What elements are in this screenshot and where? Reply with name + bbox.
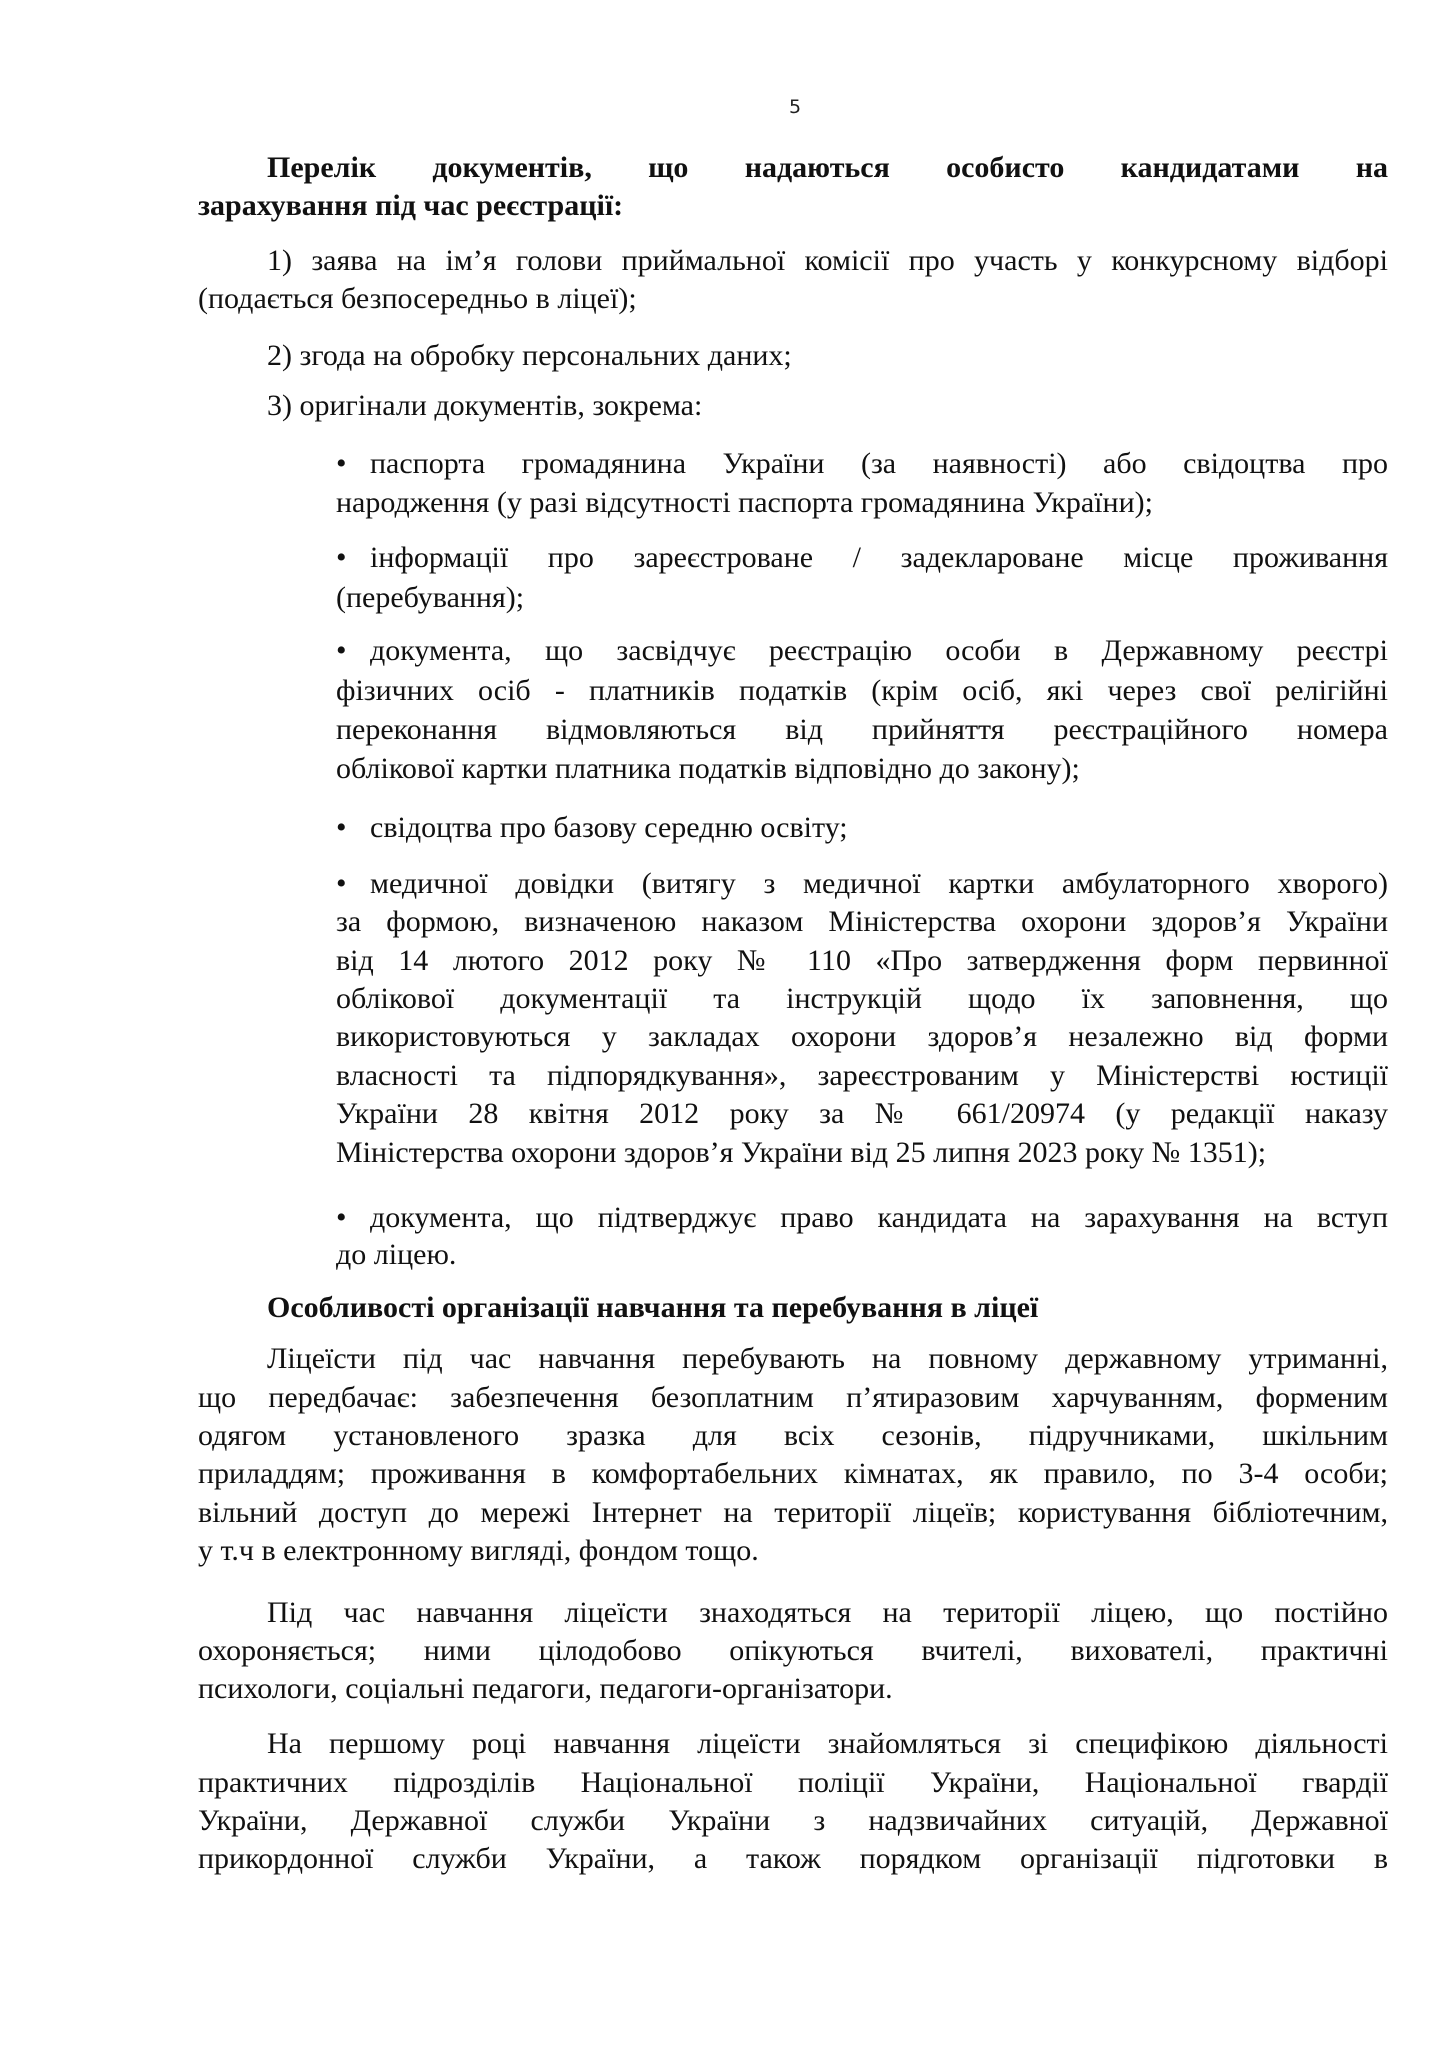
bullet-5-line-4: облікової документації та інструкцій щодо їх заповнення, що	[336, 982, 1388, 1015]
bullet-6-line-2: до ліцею.	[336, 1238, 457, 1271]
paragraph-2-line-2: охороняється; ними цілодобово опікуються вчителі, вихователі, практичні	[198, 1634, 1388, 1667]
paragraph-1-line-6: у т.ч в електронному вигляді, фондом тощо.	[198, 1534, 759, 1567]
paragraph-2-line-3: психологи, соціальні педагоги, педагоги-організатори.	[198, 1672, 893, 1705]
bullet-1-line-2: народження (у разі відсутності паспорта громадянина України);	[336, 486, 1153, 519]
bullet-3-line-1: документа, що засвідчує реєстрацію особи в Державному реєстрі	[370, 634, 1388, 667]
bullet-2-line-2: (перебування);	[336, 581, 525, 614]
section-2-heading: Особливості організації навчання та перебування в ліцеї	[267, 1291, 1039, 1324]
bullet-5-line-7: України 28 квітня 2012 року за № 661/20974 (у редакції наказу	[336, 1097, 1388, 1130]
list-item-1-line-2: (подається безпосередньо в ліцеї);	[198, 282, 637, 315]
bullet-5-line-5: використовуються у закладах охорони здоров’я незалежно від форми	[336, 1020, 1388, 1053]
bullet-5-line-8: Міністерства охорони здоров’я України від 25 липня 2023 року № 1351);	[336, 1136, 1267, 1169]
bullet-5-line-3: від 14 лютого 2012 року № 110 «Про затвердження форм первинної	[336, 944, 1388, 977]
bullet-3-line-4: облікової картки платника податків відповідно до закону);	[336, 752, 1080, 785]
bullet-icon: •	[336, 811, 347, 844]
bullet-5-line-6: власності та підпорядкування», зареєстрованим у Міністерстві юстиції	[336, 1059, 1388, 1092]
bullet-4-line-1: свідоцтва про базову середню освіту;	[370, 811, 848, 844]
list-item-3: 3) оригінали документів, зокрема:	[267, 389, 703, 422]
paragraph-1-line-1: Ліцеїсти під час навчання перебувають на повному державному утриманні,	[267, 1342, 1388, 1375]
bullet-3-line-3: переконання відмовляються від прийняття реєстраційного номера	[336, 713, 1388, 746]
bullet-icon: •	[336, 867, 347, 900]
bullet-icon: •	[336, 634, 347, 667]
bullet-icon: •	[336, 447, 347, 480]
bullet-3-line-2: фізичних осіб - платників податків (крім осіб, які через свої релігійні	[336, 674, 1388, 707]
section-heading-line-1: Перелік документів, що надаються особисто кандидатами на	[267, 151, 1388, 184]
bullet-5-line-2: за формою, визначеною наказом Міністерства охорони здоров’я України	[336, 905, 1388, 938]
list-item-2: 2) згода на обробку персональних даних;	[267, 339, 792, 372]
paragraph-2-line-1: Під час навчання ліцеїсти знаходяться на території ліцею, що постійно	[267, 1596, 1388, 1629]
section-heading-line-2: зарахування під час реєстрації:	[198, 189, 624, 222]
bullet-2-line-1: інформації про зареєстроване / задеклароване місце проживання	[370, 541, 1388, 574]
bullet-5-line-1: медичної довідки (витягу з медичної картки амбулаторного хворого)	[370, 867, 1388, 900]
paragraph-3-line-3: України, Державної служби України з надзвичайних ситуацій, Державної	[198, 1804, 1388, 1837]
page-number: 5	[788, 96, 802, 118]
paragraph-1-line-3: одягом установленого зразка для всіх сезонів, підручниками, шкільним	[198, 1419, 1388, 1452]
paragraph-3-line-2: практичних підрозділів Національної поліції України, Національної гвардії	[198, 1766, 1388, 1799]
paragraph-1-line-2: що передбачає: забезпечення безоплатним п’ятиразовим харчуванням, форменим	[198, 1381, 1388, 1414]
bullet-icon: •	[336, 1201, 347, 1234]
list-item-1-line-1: 1) заява на ім’я голови приймальної комісії про участь у конкурсному відборі	[267, 244, 1388, 277]
bullet-1-line-1: паспорта громадянина України (за наявності) або свідоцтва про	[370, 447, 1388, 480]
paragraph-3-line-4: прикордонної служби України, а також порядком організації підготовки в	[198, 1842, 1388, 1875]
bullet-6-line-1: документа, що підтверджує право кандидата на зарахування на вступ	[370, 1201, 1388, 1234]
paragraph-3-line-1: На першому році навчання ліцеїсти знайомляться зі специфікою діяльності	[267, 1727, 1388, 1760]
bullet-icon: •	[336, 541, 347, 574]
paragraph-1-line-4: приладдям; проживання в комфортабельних кімнатах, як правило, по 3-4 особи;	[198, 1457, 1388, 1490]
paragraph-1-line-5: вільний доступ до мережі Інтернет на території ліцеїв; користування бібліотечним,	[198, 1496, 1388, 1529]
